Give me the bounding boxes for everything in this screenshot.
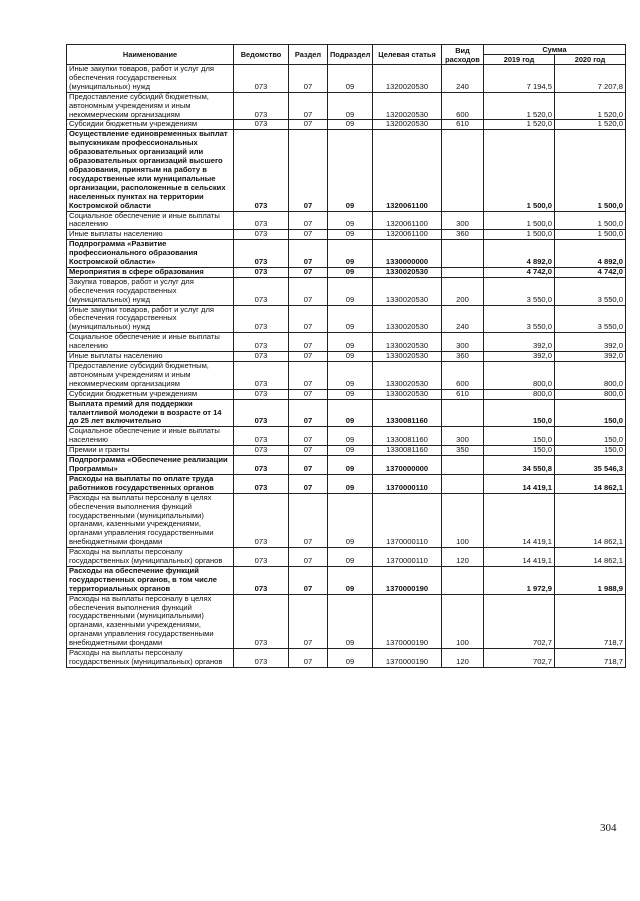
row-subsection: 09 — [328, 352, 373, 362]
row-sum-2019: 1 500,0 — [484, 230, 555, 240]
row-expense-type: 240 — [442, 65, 484, 93]
row-subsection: 09 — [328, 594, 373, 648]
row-sum-2019: 1 500,0 — [484, 211, 555, 230]
row-article: 1370000110 — [373, 548, 442, 567]
row-subsection: 09 — [328, 548, 373, 567]
row-article: 1320061100 — [373, 230, 442, 240]
row-article: 1370000190 — [373, 566, 442, 594]
row-subsection: 09 — [328, 211, 373, 230]
row-expense-type: 360 — [442, 230, 484, 240]
row-name: Выплата премий для поддержки талантливой молодежи в возрасте от 14 до 25 лет включительно — [67, 399, 234, 427]
row-expense-type — [442, 566, 484, 594]
row-article: 1330020530 — [373, 277, 442, 305]
table-row — [67, 649, 626, 668]
row-expense-type: 300 — [442, 333, 484, 352]
row-name: Расходы на выплаты персоналу государственных (муниципальных) органов — [67, 649, 234, 668]
row-subsection: 09 — [328, 333, 373, 352]
row-name: Субсидии бюджетным учреждениям — [67, 389, 234, 399]
header-section: Раздел — [289, 45, 328, 65]
row-expense-type — [442, 267, 484, 277]
row-section: 07 — [289, 493, 328, 547]
row-section: 07 — [289, 474, 328, 493]
row-sum-2020: 150,0 — [555, 427, 626, 446]
row-dept: 073 — [234, 240, 289, 268]
row-expense-type: 600 — [442, 362, 484, 390]
row-expense-type: 350 — [442, 446, 484, 456]
row-dept: 073 — [234, 427, 289, 446]
row-dept: 073 — [234, 120, 289, 130]
row-sum-2020: 150,0 — [555, 446, 626, 456]
row-sum-2020: 1 988,9 — [555, 566, 626, 594]
row-section: 07 — [289, 240, 328, 268]
row-sum-2020: 392,0 — [555, 352, 626, 362]
table-row — [67, 352, 626, 362]
row-expense-type: 300 — [442, 427, 484, 446]
row-section: 07 — [289, 594, 328, 648]
row-sum-2020: 718,7 — [555, 649, 626, 668]
row-expense-type: 100 — [442, 493, 484, 547]
row-expense-type: 240 — [442, 305, 484, 333]
table-row — [67, 277, 626, 305]
row-article: 1330081160 — [373, 399, 442, 427]
row-section: 07 — [289, 446, 328, 456]
row-sum-2019: 150,0 — [484, 399, 555, 427]
row-subsection: 09 — [328, 566, 373, 594]
row-sum-2019: 800,0 — [484, 389, 555, 399]
row-name: Иные выплаты населению — [67, 230, 234, 240]
row-sum-2019: 392,0 — [484, 333, 555, 352]
row-dept: 073 — [234, 277, 289, 305]
row-subsection: 09 — [328, 362, 373, 390]
row-dept: 073 — [234, 352, 289, 362]
row-section: 07 — [289, 65, 328, 93]
table-row — [67, 474, 626, 493]
row-sum-2020: 800,0 — [555, 362, 626, 390]
row-section: 07 — [289, 352, 328, 362]
row-expense-type: 610 — [442, 120, 484, 130]
budget-table — [66, 44, 626, 668]
row-name: Мероприятия в сфере образования — [67, 267, 234, 277]
header-name: Наименование — [67, 45, 234, 65]
row-dept: 073 — [234, 333, 289, 352]
row-sum-2019: 702,7 — [484, 594, 555, 648]
row-expense-type: 100 — [442, 594, 484, 648]
row-article: 1330020530 — [373, 352, 442, 362]
row-article: 1370000190 — [373, 649, 442, 668]
row-sum-2020: 4 892,0 — [555, 240, 626, 268]
row-dept: 073 — [234, 594, 289, 648]
row-sum-2019: 3 550,0 — [484, 277, 555, 305]
row-sum-2020: 1 500,0 — [555, 211, 626, 230]
row-sum-2019: 1 500,0 — [484, 130, 555, 211]
row-section: 07 — [289, 399, 328, 427]
table-row — [67, 240, 626, 268]
row-article: 1330020530 — [373, 305, 442, 333]
row-section: 07 — [289, 211, 328, 230]
row-subsection: 09 — [328, 120, 373, 130]
table-row — [67, 65, 626, 93]
row-subsection: 09 — [328, 230, 373, 240]
row-expense-type: 120 — [442, 548, 484, 567]
row-expense-type: 360 — [442, 352, 484, 362]
row-dept: 073 — [234, 446, 289, 456]
row-sum-2019: 150,0 — [484, 446, 555, 456]
table-row — [67, 92, 626, 120]
row-sum-2019: 7 194,5 — [484, 65, 555, 93]
row-sum-2020: 35 546,3 — [555, 456, 626, 475]
row-name: Иные закупки товаров, работ и услуг для обеспечения государственных (муниципальных) нужд — [67, 65, 234, 93]
row-sum-2019: 1 520,0 — [484, 92, 555, 120]
row-subsection: 09 — [328, 389, 373, 399]
row-expense-type: 610 — [442, 389, 484, 399]
row-article: 1370000110 — [373, 474, 442, 493]
row-dept: 073 — [234, 548, 289, 567]
row-sum-2019: 3 550,0 — [484, 305, 555, 333]
row-dept: 073 — [234, 389, 289, 399]
page-number: 304 — [600, 822, 617, 834]
row-article: 1320020530 — [373, 92, 442, 120]
row-article: 1320061100 — [373, 130, 442, 211]
row-section: 07 — [289, 130, 328, 211]
row-section: 07 — [289, 230, 328, 240]
row-expense-type: 300 — [442, 211, 484, 230]
row-section: 07 — [289, 566, 328, 594]
row-article: 1330081160 — [373, 427, 442, 446]
row-expense-type — [442, 456, 484, 475]
row-article: 1330020530 — [373, 362, 442, 390]
table-row — [67, 362, 626, 390]
row-article: 1320061100 — [373, 211, 442, 230]
row-dept: 073 — [234, 566, 289, 594]
row-dept: 073 — [234, 130, 289, 211]
row-subsection: 09 — [328, 65, 373, 93]
row-sum-2019: 34 550,8 — [484, 456, 555, 475]
table-row — [67, 305, 626, 333]
row-section: 07 — [289, 92, 328, 120]
row-name: Подпрограмма «Развитие профессионального образования Костромской области» — [67, 240, 234, 268]
row-sum-2020: 3 550,0 — [555, 305, 626, 333]
row-name: Расходы на выплаты персоналу в целях обеспечения выполнения функций государственными (муниципальными) органами, казенными учреждениями, органами управления государственными внебюджетными фондами — [67, 594, 234, 648]
row-dept: 073 — [234, 230, 289, 240]
row-name: Подпрограмма «Обеспечение реализации Программы» — [67, 456, 234, 475]
row-sum-2020: 150,0 — [555, 399, 626, 427]
row-name: Предоставление субсидий бюджетным, автономным учреждениям и иным некоммерческим организациям — [67, 92, 234, 120]
row-section: 07 — [289, 548, 328, 567]
row-expense-type — [442, 130, 484, 211]
row-sum-2020: 4 742,0 — [555, 267, 626, 277]
table-row — [67, 267, 626, 277]
row-section: 07 — [289, 389, 328, 399]
row-name: Расходы на выплаты персоналу государственных (муниципальных) органов — [67, 548, 234, 567]
row-section: 07 — [289, 333, 328, 352]
table-row — [67, 456, 626, 475]
row-subsection: 09 — [328, 240, 373, 268]
row-subsection: 09 — [328, 493, 373, 547]
row-expense-type — [442, 240, 484, 268]
row-subsection: 09 — [328, 399, 373, 427]
row-section: 07 — [289, 362, 328, 390]
row-name: Расходы на выплаты персоналу в целях обеспечения выполнения функций государственными (муниципальными) органами, казенными учреждениями, органами управления государственными внебюджетными фондами — [67, 493, 234, 547]
row-name: Расходы на выплаты по оплате труда работников государственных органов — [67, 474, 234, 493]
row-sum-2019: 4 892,0 — [484, 240, 555, 268]
row-subsection: 09 — [328, 305, 373, 333]
row-sum-2020: 392,0 — [555, 333, 626, 352]
row-sum-2019: 800,0 — [484, 362, 555, 390]
row-dept: 073 — [234, 92, 289, 120]
row-sum-2019: 14 419,1 — [484, 548, 555, 567]
table-row — [67, 333, 626, 352]
row-sum-2019: 392,0 — [484, 352, 555, 362]
row-dept: 073 — [234, 456, 289, 475]
table-row — [67, 230, 626, 240]
row-article: 1330020530 — [373, 333, 442, 352]
table-row — [67, 427, 626, 446]
row-subsection: 09 — [328, 474, 373, 493]
row-subsection: 09 — [328, 92, 373, 120]
row-expense-type: 200 — [442, 277, 484, 305]
row-article: 1370000110 — [373, 493, 442, 547]
row-sum-2020: 1 500,0 — [555, 130, 626, 211]
row-sum-2020: 718,7 — [555, 594, 626, 648]
table-row — [67, 120, 626, 130]
row-name: Закупка товаров, работ и услуг для обеспечения государственных (муниципальных) нужд — [67, 277, 234, 305]
row-sum-2020: 14 862,1 — [555, 474, 626, 493]
header-dept: Ведомство — [234, 45, 289, 65]
row-sum-2019: 702,7 — [484, 649, 555, 668]
table-row — [67, 446, 626, 456]
row-article: 1370000190 — [373, 594, 442, 648]
row-subsection: 09 — [328, 446, 373, 456]
row-sum-2020: 14 862,1 — [555, 548, 626, 567]
row-subsection: 09 — [328, 277, 373, 305]
row-article: 1370000000 — [373, 456, 442, 475]
row-section: 07 — [289, 649, 328, 668]
row-sum-2019: 14 419,1 — [484, 493, 555, 547]
row-sum-2020: 1 500,0 — [555, 230, 626, 240]
row-name: Предоставление субсидий бюджетным, автономным учреждениям и иным некоммерческим организациям — [67, 362, 234, 390]
row-dept: 073 — [234, 493, 289, 547]
header-article: Целевая статья — [373, 45, 442, 65]
row-sum-2020: 3 550,0 — [555, 277, 626, 305]
row-sum-2019: 150,0 — [484, 427, 555, 446]
row-sum-2020: 14 862,1 — [555, 493, 626, 547]
row-subsection: 09 — [328, 267, 373, 277]
row-name: Иные закупки товаров, работ и услуг для обеспечения государственных (муниципальных) нужд — [67, 305, 234, 333]
row-expense-type: 600 — [442, 92, 484, 120]
header-subsection: Подраздел — [328, 45, 373, 65]
row-sum-2020: 800,0 — [555, 389, 626, 399]
row-name: Расходы на обеспечение функций государственных органов, в том числе территориальных органов — [67, 566, 234, 594]
row-article: 1330020530 — [373, 389, 442, 399]
row-expense-type — [442, 474, 484, 493]
table-row — [67, 399, 626, 427]
row-article: 1330081160 — [373, 446, 442, 456]
table-row — [67, 548, 626, 567]
row-sum-2019: 4 742,0 — [484, 267, 555, 277]
row-sum-2019: 1 520,0 — [484, 120, 555, 130]
table-row — [67, 130, 626, 211]
row-name: Иные выплаты населению — [67, 352, 234, 362]
row-section: 07 — [289, 456, 328, 475]
row-sum-2019: 1 972,9 — [484, 566, 555, 594]
row-article: 1320020530 — [373, 65, 442, 93]
row-dept: 073 — [234, 305, 289, 333]
row-section: 07 — [289, 120, 328, 130]
row-sum-2019: 14 419,1 — [484, 474, 555, 493]
row-subsection: 09 — [328, 456, 373, 475]
row-subsection: 09 — [328, 427, 373, 446]
row-sum-2020: 1 520,0 — [555, 120, 626, 130]
row-section: 07 — [289, 267, 328, 277]
row-name: Субсидии бюджетным учреждениям — [67, 120, 234, 130]
table-row — [67, 594, 626, 648]
row-section: 07 — [289, 427, 328, 446]
table-row — [67, 566, 626, 594]
row-dept: 073 — [234, 649, 289, 668]
row-name: Социальное обеспечение и иные выплаты населению — [67, 427, 234, 446]
row-expense-type — [442, 399, 484, 427]
header-year-2020: 2020 год — [555, 55, 626, 65]
row-sum-2020: 7 207,8 — [555, 65, 626, 93]
row-section: 07 — [289, 305, 328, 333]
row-sum-2020: 1 520,0 — [555, 92, 626, 120]
header-expense-type: Вид расходов — [442, 45, 484, 65]
header-sum: Сумма — [484, 45, 626, 55]
row-name: Осуществление единовременных выплат выпускникам профессиональных образовательных организаций или образовательных организаций высшего образования, принятым на работу в государственные или муниципальные организации, расположенные в сельских населенных пунктах на территории Костромской области — [67, 130, 234, 211]
row-article: 1330000000 — [373, 240, 442, 268]
row-subsection: 09 — [328, 130, 373, 211]
row-dept: 073 — [234, 399, 289, 427]
row-article: 1320020530 — [373, 120, 442, 130]
header-year-2019: 2019 год — [484, 55, 555, 65]
row-article: 1330020530 — [373, 267, 442, 277]
table-row — [67, 211, 626, 230]
row-dept: 073 — [234, 362, 289, 390]
row-section: 07 — [289, 277, 328, 305]
row-dept: 073 — [234, 211, 289, 230]
table-row — [67, 493, 626, 547]
row-expense-type: 120 — [442, 649, 484, 668]
row-name: Социальное обеспечение и иные выплаты населению — [67, 333, 234, 352]
row-name: Премии и гранты — [67, 446, 234, 456]
row-dept: 073 — [234, 65, 289, 93]
row-dept: 073 — [234, 474, 289, 493]
table-row — [67, 389, 626, 399]
row-name: Социальное обеспечение и иные выплаты населению — [67, 211, 234, 230]
row-dept: 073 — [234, 267, 289, 277]
row-subsection: 09 — [328, 649, 373, 668]
